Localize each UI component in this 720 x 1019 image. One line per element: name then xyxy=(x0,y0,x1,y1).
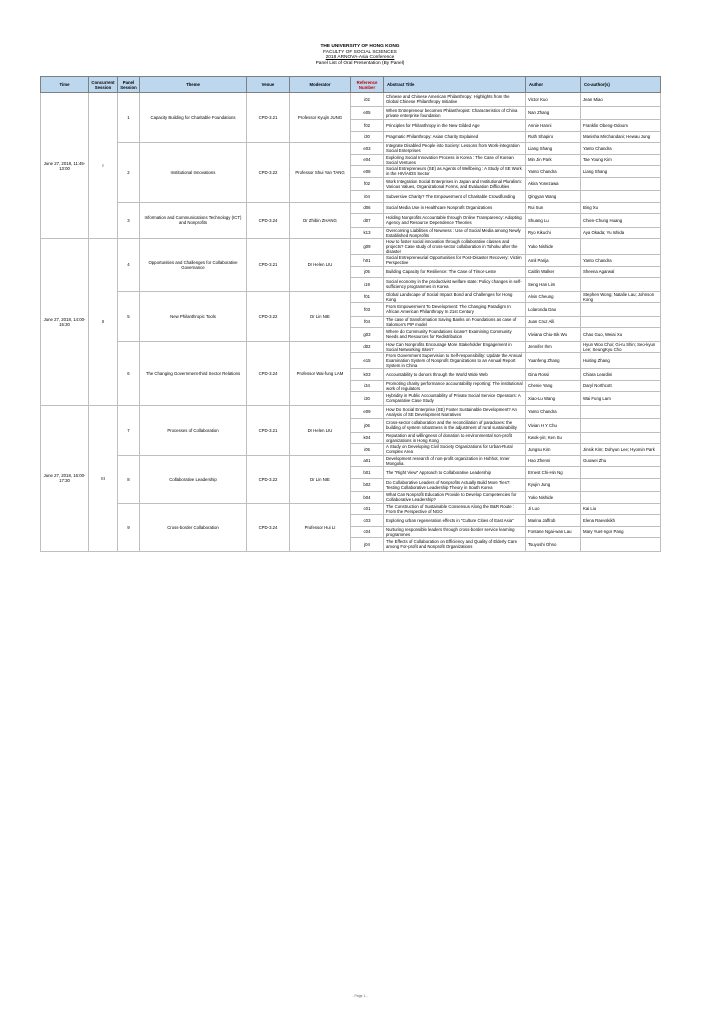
author-name: Victor Kuo xyxy=(526,93,581,107)
panel-moderator: Professor Wai-fung LAM xyxy=(290,341,351,405)
panel-number: 6 xyxy=(118,341,140,405)
reference-number: j04 xyxy=(351,538,384,552)
abstract-title: Global Landscape of Social Impact Bond and Challenges for Hong Kong xyxy=(384,291,526,303)
panel-theme: Processes of Collaboration xyxy=(140,405,247,455)
author-name: Jungsu Kim xyxy=(526,444,581,456)
coauthor-names: Jinsik Kim; Dohyun Lee; Hyomin Park xyxy=(581,444,661,456)
author-name: Gina Rossi xyxy=(526,369,581,381)
col-author: Author xyxy=(526,77,581,93)
concurrent-session: II xyxy=(89,239,118,406)
table-row xyxy=(41,239,661,255)
abstract-title: When Entrepreneur becomes Philanthropist: Characteristics of China private enterprise foundation xyxy=(384,106,526,120)
coauthor-names: Franklin Obeng-Odoom xyxy=(581,120,661,132)
author-name: Rui Sun xyxy=(526,202,581,214)
coauthor-names: Jean Miao xyxy=(581,93,661,107)
author-name: Ji Luo xyxy=(526,503,581,515)
table-row xyxy=(41,503,661,515)
reference-number: i19 xyxy=(351,278,384,292)
author-name: Amil Parija xyxy=(526,255,581,267)
coauthor-names: Aya Okada; Yu Ishida xyxy=(581,227,661,239)
author-name: Xiao-Lu Wang xyxy=(526,392,581,406)
coauthor-names xyxy=(581,303,661,317)
author-name: Hao Zhenni xyxy=(526,455,581,467)
table-body xyxy=(41,93,661,552)
abstract-title: What Can Nonprofit Education Provide to Develop Competencies for Collaborative Leadership? xyxy=(384,492,526,504)
abstract-title: The case of transformation Saving Banks on Foundations as case of Salomon's PIP model xyxy=(384,316,526,328)
reference-number: f02 xyxy=(351,120,384,132)
coauthor-names: Kai Liu xyxy=(581,503,661,515)
reference-number: i02 xyxy=(351,93,384,107)
faculty-name: FACULTY OF SOCIAL SCIENCES xyxy=(323,49,397,55)
coauthor-names: Tae Young Kim xyxy=(581,154,661,166)
author-name: Kyujin Jung xyxy=(526,478,581,492)
coauthor-names: Chao Guo, Weiai Xu xyxy=(581,328,661,342)
reference-number: j05 xyxy=(351,266,384,278)
reference-number: f03 xyxy=(351,303,384,317)
col-panel-session: Panel Session xyxy=(118,77,140,93)
author-name: Alvin Cheung xyxy=(526,291,581,303)
panel-theme: Capacity Building for Charitable Foundations xyxy=(140,93,247,143)
panel-theme: Cross-border Collaboration xyxy=(140,503,247,551)
panel-number: 3 xyxy=(118,202,140,239)
reference-number: k04 xyxy=(351,432,384,444)
panel-theme: New Philanthropic Tools xyxy=(140,291,247,341)
reference-number: b02 xyxy=(351,478,384,492)
time-slot: June 27, 2018, 14:00-15:30 xyxy=(41,239,89,406)
reference-number: g03 xyxy=(351,328,384,342)
panel-number: 5 xyxy=(118,291,140,341)
coauthor-names xyxy=(581,478,661,492)
panel-venue: CPD-3.22 xyxy=(247,143,290,203)
abstract-title: The Construction of Sustainable Consensus Along the B&R Route : From the Perspective of NGO xyxy=(384,503,526,515)
abstract-title: Reputation and willingness of donation to environmental non-profit organizations in Hong Kong xyxy=(384,432,526,444)
reference-number: i34 xyxy=(351,380,384,392)
panel-moderator: Professor Hui LI xyxy=(290,503,351,551)
table-header-row xyxy=(41,77,661,93)
panel-number: 1 xyxy=(118,93,140,143)
panel-number: 4 xyxy=(118,239,140,292)
abstract-title: Work Integration Social Enterprises in Japan and Institutional Pluralism: Various Values, Organizational Forms, and Evaluation Difficulties xyxy=(384,177,526,191)
reference-number: k13 xyxy=(351,227,384,239)
reference-number: e08 xyxy=(351,166,384,178)
panel-theme: Information and Communications Technology (ICT) and Nonprofits xyxy=(140,202,247,239)
list-title: Panel List of Oral Presentation (By Panel) xyxy=(315,60,405,66)
abstract-title: Social Media Use in Healthcare Nonprofit Organizations xyxy=(384,202,526,214)
col-venue: Venue xyxy=(247,77,290,93)
reference-number: f04 xyxy=(351,316,384,328)
abstract-title: Accountability to donors through the World Wide Web xyxy=(384,369,526,381)
panel-number: 2 xyxy=(118,143,140,203)
panel-theme: The Changing Government-third Sector Relations xyxy=(140,341,247,405)
abstract-title: Exploring Social Innovation Process in Korea : The Case of Korean Social Ventures xyxy=(384,154,526,166)
university-name: THE UNIVERSITY OF HONG KONG xyxy=(320,44,400,49)
coauthor-names: Elena Raevskikh xyxy=(581,515,661,527)
col-reference-number: Reference Number xyxy=(351,77,384,93)
panel-moderator: Dr Zhibin ZHANG xyxy=(290,202,351,239)
author-name: Jennifer Ihm xyxy=(526,341,581,353)
abstract-title: Hybridity in Public Accountability of Private Social Service Operators: A Comparative Case Study xyxy=(384,392,526,406)
panel-venue: CPD-3.21 xyxy=(247,93,290,143)
panel-moderator: Dr Helen LIU xyxy=(290,239,351,292)
panel-theme: Opportunities and Challenges for Collaborative Governance xyxy=(140,239,247,292)
reference-number: e04 xyxy=(351,154,384,166)
author-name: Nan Zhang xyxy=(526,106,581,120)
coauthor-names xyxy=(581,278,661,292)
abstract-title: The Effects of Collaboration on Efficiency and Quality of Elderly Care among For-profit and Nonprofit Organizations xyxy=(384,538,526,552)
panel-venue: CPD-3.24 xyxy=(247,503,290,551)
coauthor-names: Guowei Zhu xyxy=(581,455,661,467)
reference-number: e09 xyxy=(351,405,384,419)
reference-number: h01 xyxy=(351,255,384,267)
abstract-title: A Study on Developing Civil Society Organizations for Urban-Rural Complex Area xyxy=(384,444,526,456)
abstract-title: Promoting charity performance accountability reporting: The institutional work of regulators xyxy=(384,380,526,392)
abstract-title: Development research of non-profit organization in Hohhot, Inner Mongolia. xyxy=(384,455,526,467)
panel-moderator: Dr Lin NIE xyxy=(290,291,351,341)
abstract-title: Social Entrepreneurial Opportunities for Post-Disaster Recovery: Victim Perspective xyxy=(384,255,526,267)
panel-number: 8 xyxy=(118,455,140,503)
author-name: Akira Yonezawa xyxy=(526,177,581,191)
coauthor-names: Sheena Agarwal xyxy=(581,266,661,278)
coauthor-names xyxy=(581,239,661,255)
reference-number: i04 xyxy=(351,191,384,203)
author-name: Ryo Kikuchi xyxy=(526,227,581,239)
coauthor-names: Wai Fung Lam xyxy=(581,392,661,406)
table-row xyxy=(41,202,661,214)
abstract-title: How Can Nonprofits Encourage More Stakeholder Engagement in Social Networking Sites? xyxy=(384,341,526,353)
coauthor-names: Liang Shang xyxy=(581,166,661,178)
reference-number: c03 xyxy=(351,515,384,527)
abstract-title: Social Entrepreneurs (SE) as Agents of Wellbeing : A Study of SE Work in the HIV/AIDS Sector xyxy=(384,166,526,178)
coauthor-names: Stephen Wong; Natalie Lau; Johnson Kong xyxy=(581,291,661,303)
document-header xyxy=(0,44,720,66)
author-name: Yanto Chandra xyxy=(526,405,581,419)
author-name: Yuko Nishide xyxy=(526,492,581,504)
panel-venue: CPD-3.24 xyxy=(247,202,290,239)
coauthor-names xyxy=(581,106,661,120)
abstract-title: Building Capacity for Resilience: The Case of Timor-Leste xyxy=(384,266,526,278)
coauthor-names: Hyun Woo Choi; Gi-ru Shin; Seo-kyun Lee; SeungKyu Cho xyxy=(581,341,661,353)
author-name: Viviana Chiu-Sik Wu xyxy=(526,328,581,342)
reference-number: f01 xyxy=(351,291,384,303)
author-name: Seng Han Lim xyxy=(526,278,581,292)
panel-moderator: Professor Kyujin JUNG xyxy=(290,93,351,143)
presentation-table xyxy=(40,76,661,552)
author-name: Ruth Shapiro xyxy=(526,131,581,143)
reference-number: b01 xyxy=(351,467,384,479)
panel-venue: CPD-3.22 xyxy=(247,455,290,503)
abstract-title: The "Right View" Approach to Collaborative Leadership xyxy=(384,467,526,479)
table-row xyxy=(41,143,661,155)
table-row xyxy=(41,455,661,467)
reference-number: e03 xyxy=(351,143,384,155)
reference-number: g09 xyxy=(351,239,384,255)
reference-number: i05 xyxy=(351,444,384,456)
time-slot: June 27, 2018, 16:00-17:30 xyxy=(41,405,89,551)
coauthor-names: Chien-Chung Huang xyxy=(581,214,661,228)
abstract-title: From Empowerment To Development: The Changing Paradigm In African American Philanthropy In 21st Century xyxy=(384,303,526,317)
table-row xyxy=(41,93,661,107)
panel-venue: CPD-3.21 xyxy=(247,239,290,292)
coauthor-names: Manisha Mirchandani; Hewau Jung xyxy=(581,131,661,143)
author-name: Yuko Nishide xyxy=(526,239,581,255)
time-slot: June 27, 2018, 11:45-13:00 xyxy=(41,93,89,239)
reference-number: d06 xyxy=(351,202,384,214)
author-name: Vivian H Y Chu xyxy=(526,419,581,433)
abstract-title: Cross-sector collaboration and the reconciliation of paradoxes: the building of system robustness in the adjustment of rural sustainability xyxy=(384,419,526,433)
author-name: Marina Jaffrob xyxy=(526,515,581,527)
abstract-title: Chinese and Chinese American Philanthropy: Highlights from the Global Chinese Philanthropy Initiative xyxy=(384,93,526,107)
abstract-title: Overcoming Liabilities of Newness : Use of Social Media among Newly Established Nonprofits xyxy=(384,227,526,239)
abstract-title: From Government Supervision to Self-responsibility: Update the Annual Examination System of Nonprofit Organizations to an Annual Report System in China xyxy=(384,353,526,369)
panel-theme: Institutional Innovations xyxy=(140,143,247,203)
author-name: Shuang Lu xyxy=(526,214,581,228)
coauthor-names xyxy=(581,191,661,203)
panel-moderator: Professor Shui Yan TANG xyxy=(290,143,351,203)
concurrent-session: III xyxy=(89,405,118,551)
reference-number: e15 xyxy=(351,353,384,369)
author-name: Kwok-yin; Ken Su xyxy=(526,432,581,444)
reference-number: a01 xyxy=(351,455,384,467)
abstract-title: How Do Social Enterprise (SE) Foster Sustainable Development? An Analysis of SE Development Narratives xyxy=(384,405,526,419)
coauthor-names xyxy=(581,405,661,419)
col-time: Time xyxy=(41,77,89,93)
concurrent-session: I xyxy=(89,93,118,239)
panel-venue: CPD-3.21 xyxy=(247,405,290,455)
coauthor-names xyxy=(581,432,661,444)
author-name: Fontane Ngai-wan Lau xyxy=(526,526,581,538)
coauthor-names: Chiara Leardini xyxy=(581,369,661,381)
reference-number: c01 xyxy=(351,503,384,515)
col-concurrent-session: Concurrent Session xyxy=(89,77,118,93)
col-coauthors: Co-author(s) xyxy=(581,77,661,93)
panel-moderator: Dr Helen LIU xyxy=(290,405,351,455)
abstract-title: Where do Community Foundations locate? Examining Community Needs and Resources for Redistribution xyxy=(384,328,526,342)
author-name: Yanto Chandra xyxy=(526,166,581,178)
author-name: Juan Cruz Alli xyxy=(526,316,581,328)
coauthor-names xyxy=(581,538,661,552)
author-name: Chenie Yang xyxy=(526,380,581,392)
abstract-title: How to foster social innovation through collaborative classes and projects? Case study of cross-sector collaboration in Tohoku after the disaster xyxy=(384,239,526,255)
reference-number: i30 xyxy=(351,392,384,406)
reference-number: i30 xyxy=(351,131,384,143)
coauthor-names: Yanto Chandra xyxy=(581,143,661,155)
panel-number: 9 xyxy=(118,503,140,551)
abstract-title: Subversive Charity? The Empowerment of Charitable Crowdfunding xyxy=(384,191,526,203)
abstract-title: Holding Nonprofits Accountable through Online Transparency: Adopting Agency and Resource Dependence Theories xyxy=(384,214,526,228)
coauthor-names xyxy=(581,492,661,504)
coauthor-names: Daryl Northcott xyxy=(581,380,661,392)
coauthor-names xyxy=(581,177,661,191)
col-moderator: Moderator xyxy=(290,77,351,93)
abstract-title: Nurturing responsible leaders through cross-border service learning programmes xyxy=(384,526,526,538)
col-abstract-title: Abstract Title xyxy=(384,77,526,93)
table-row xyxy=(41,291,661,303)
author-name: Liang Shang xyxy=(526,143,581,155)
coauthor-names: Huiting Zhang xyxy=(581,353,661,369)
panel-moderator: Dr Lin NIE xyxy=(290,455,351,503)
author-name: Min Jin Park xyxy=(526,154,581,166)
author-name: Tsuyoshi Ohno xyxy=(526,538,581,552)
coauthor-names xyxy=(581,316,661,328)
table-row xyxy=(41,341,661,353)
panel-venue: CPD-3.24 xyxy=(247,341,290,405)
coauthor-names: Yanto Chandra xyxy=(581,255,661,267)
author-name: Yuanfeng Zhang xyxy=(526,353,581,369)
page-footer: - Page 1 - xyxy=(352,994,368,998)
panel-number: 7 xyxy=(118,405,140,455)
author-name: Ernest Chi-Hin Ng xyxy=(526,467,581,479)
reference-number: k03 xyxy=(351,369,384,381)
abstract-title: Do Collaborative Leaders of Nonprofits Actually Build More Ties?: Testing Collaborative Leadership Theory in South Korea xyxy=(384,478,526,492)
coauthor-names: Mary Yuet-ngor Pang xyxy=(581,526,661,538)
reference-number: b04 xyxy=(351,492,384,504)
reference-number: e05 xyxy=(351,106,384,120)
reference-number: f02 xyxy=(351,177,384,191)
reference-number: j06 xyxy=(351,419,384,433)
abstract-title: Principles for Philanthropy in the New Gilded Age xyxy=(384,120,526,132)
author-name: Qingyan Wang xyxy=(526,191,581,203)
abstract-title: Exploring urban regeneration effects in "Culture Cities of East Asia" xyxy=(384,515,526,527)
conference-name: 2018 ARNOVA-Asia Conference xyxy=(325,55,395,61)
coauthor-names xyxy=(581,419,661,433)
panel-theme: Collaborative Leadership xyxy=(140,455,247,503)
author-name: Annie Hanni xyxy=(526,120,581,132)
abstract-title: Integrate Disabled People into Society: Lessons from Work-integration Social Enterprises xyxy=(384,143,526,155)
table-row xyxy=(41,405,661,419)
author-name: Caitlin Walker xyxy=(526,266,581,278)
abstract-title: Pragmatic Philanthropy: Asian Charity Explained xyxy=(384,131,526,143)
author-name: Lolaronda Dao xyxy=(526,303,581,317)
col-theme: Theme xyxy=(140,77,247,93)
reference-number: d02 xyxy=(351,341,384,353)
reference-number: d07 xyxy=(351,214,384,228)
coauthor-names: Bing Xu xyxy=(581,202,661,214)
reference-number: c04 xyxy=(351,526,384,538)
abstract-title: Social economy in the productivist welfare state: Policy changes in self-sufficiency programmes in Korea xyxy=(384,278,526,292)
panel-venue: CPD-3.22 xyxy=(247,291,290,341)
coauthor-names xyxy=(581,467,661,479)
